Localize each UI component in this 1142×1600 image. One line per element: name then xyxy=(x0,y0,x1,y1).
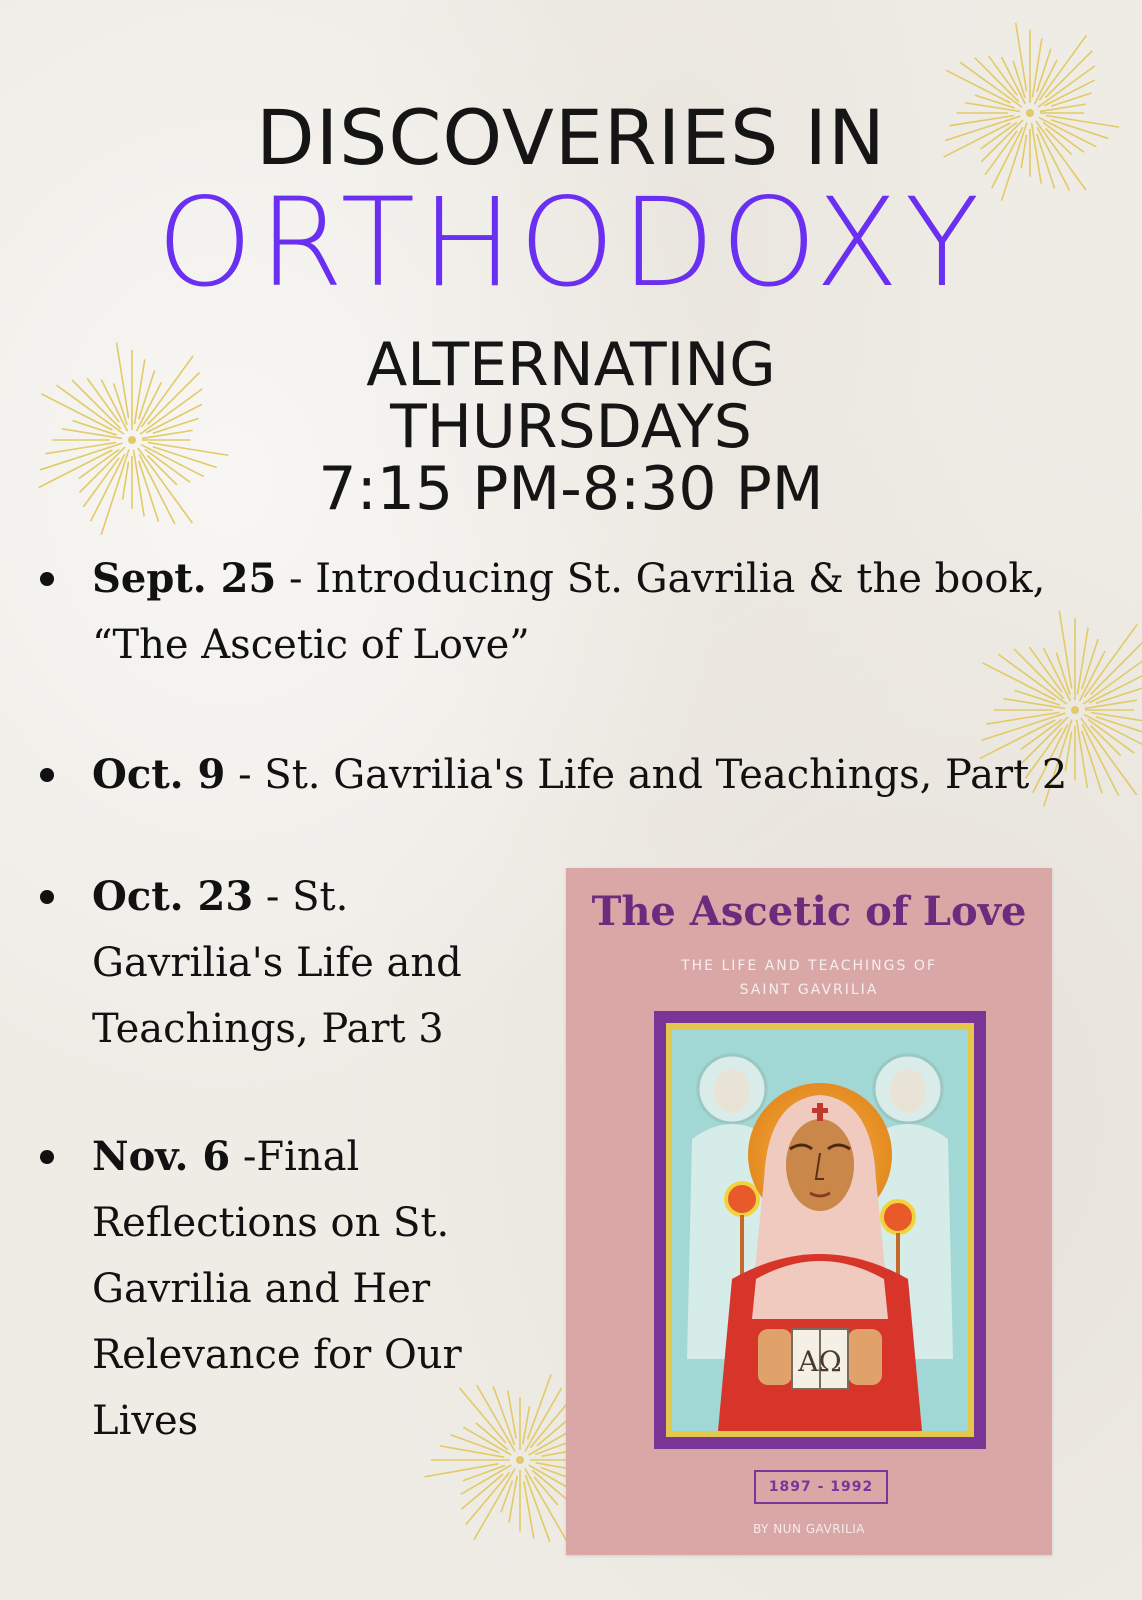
bullet-icon xyxy=(40,890,54,904)
session-text: Teachings, Part 3 xyxy=(92,1006,444,1052)
schedule-line: ALTERNATING xyxy=(366,330,776,400)
session-text: Relevance for Our xyxy=(92,1332,462,1378)
session-text: Lives xyxy=(92,1398,199,1444)
sparkle-ray xyxy=(1039,35,1086,100)
session-text: - St. xyxy=(253,874,349,920)
saint-icon-image xyxy=(672,1029,968,1431)
session-date: Sept. 25 xyxy=(92,555,277,602)
sparkle-ray xyxy=(501,1481,513,1513)
sparkle-ray xyxy=(1033,38,1042,97)
sparkle-ray xyxy=(1059,611,1071,688)
book-author: BY NUN GAVRILIA xyxy=(752,1522,866,1536)
bullet-icon xyxy=(40,768,54,782)
page-title-accent: ORTHODOXY xyxy=(156,172,986,314)
session-text: - St. Gavrilia's Life and Teachings, Part 2 xyxy=(225,752,1068,798)
session-text: Reflections on St. xyxy=(92,1200,450,1246)
schedule-time: 7:15 PM-8:30 PM xyxy=(318,454,824,524)
session-text: -Final xyxy=(230,1134,360,1180)
sparkle-ray xyxy=(474,1469,515,1540)
book-subtitle-line: SAINT GAVRILIA xyxy=(739,982,879,998)
bullet-icon xyxy=(40,1150,54,1164)
sparkle-ray xyxy=(524,1482,534,1539)
session-date: Nov. 6 xyxy=(92,1133,231,1180)
sparkle-ray xyxy=(1081,718,1137,795)
icon-frame xyxy=(654,1011,986,1449)
sparkle-ray xyxy=(1046,51,1093,98)
book-title: The Ascetic of Love xyxy=(591,888,1027,935)
session-date: Oct. 9 xyxy=(92,751,226,798)
book-cover xyxy=(566,868,1052,1555)
sparkle-ray xyxy=(1016,23,1027,91)
session-text: - Introducing St. Gavrilia & the book, xyxy=(276,556,1046,602)
sparkle-ray xyxy=(424,1464,498,1477)
schedule-line: THURSDAYS xyxy=(390,392,752,462)
sparkle-ray xyxy=(1014,690,1059,705)
sparkle-ray xyxy=(1082,731,1102,793)
book-subtitle-line: THE LIFE AND TEACHINGS OF xyxy=(681,958,937,974)
schedule-block xyxy=(0,330,1142,524)
sparkle-ray xyxy=(528,1374,552,1439)
session-text: Gavrilia and Her xyxy=(92,1266,431,1312)
session-date: Oct. 23 xyxy=(92,873,254,920)
session-text: “The Ascetic of Love” xyxy=(92,622,530,668)
page-title: DISCOVERIES IN xyxy=(256,93,886,182)
sparkle-ray xyxy=(509,1476,517,1523)
book-letters: ΑΩ xyxy=(798,1345,842,1378)
sparkle-ray xyxy=(493,1386,514,1445)
bullet-icon xyxy=(40,572,54,586)
book-subtitle xyxy=(566,954,1052,1002)
sparkle-ray xyxy=(1084,624,1137,697)
session-text: Gavrilia's Life and xyxy=(92,940,462,986)
book-years: 1897 - 1992 xyxy=(754,1470,888,1504)
